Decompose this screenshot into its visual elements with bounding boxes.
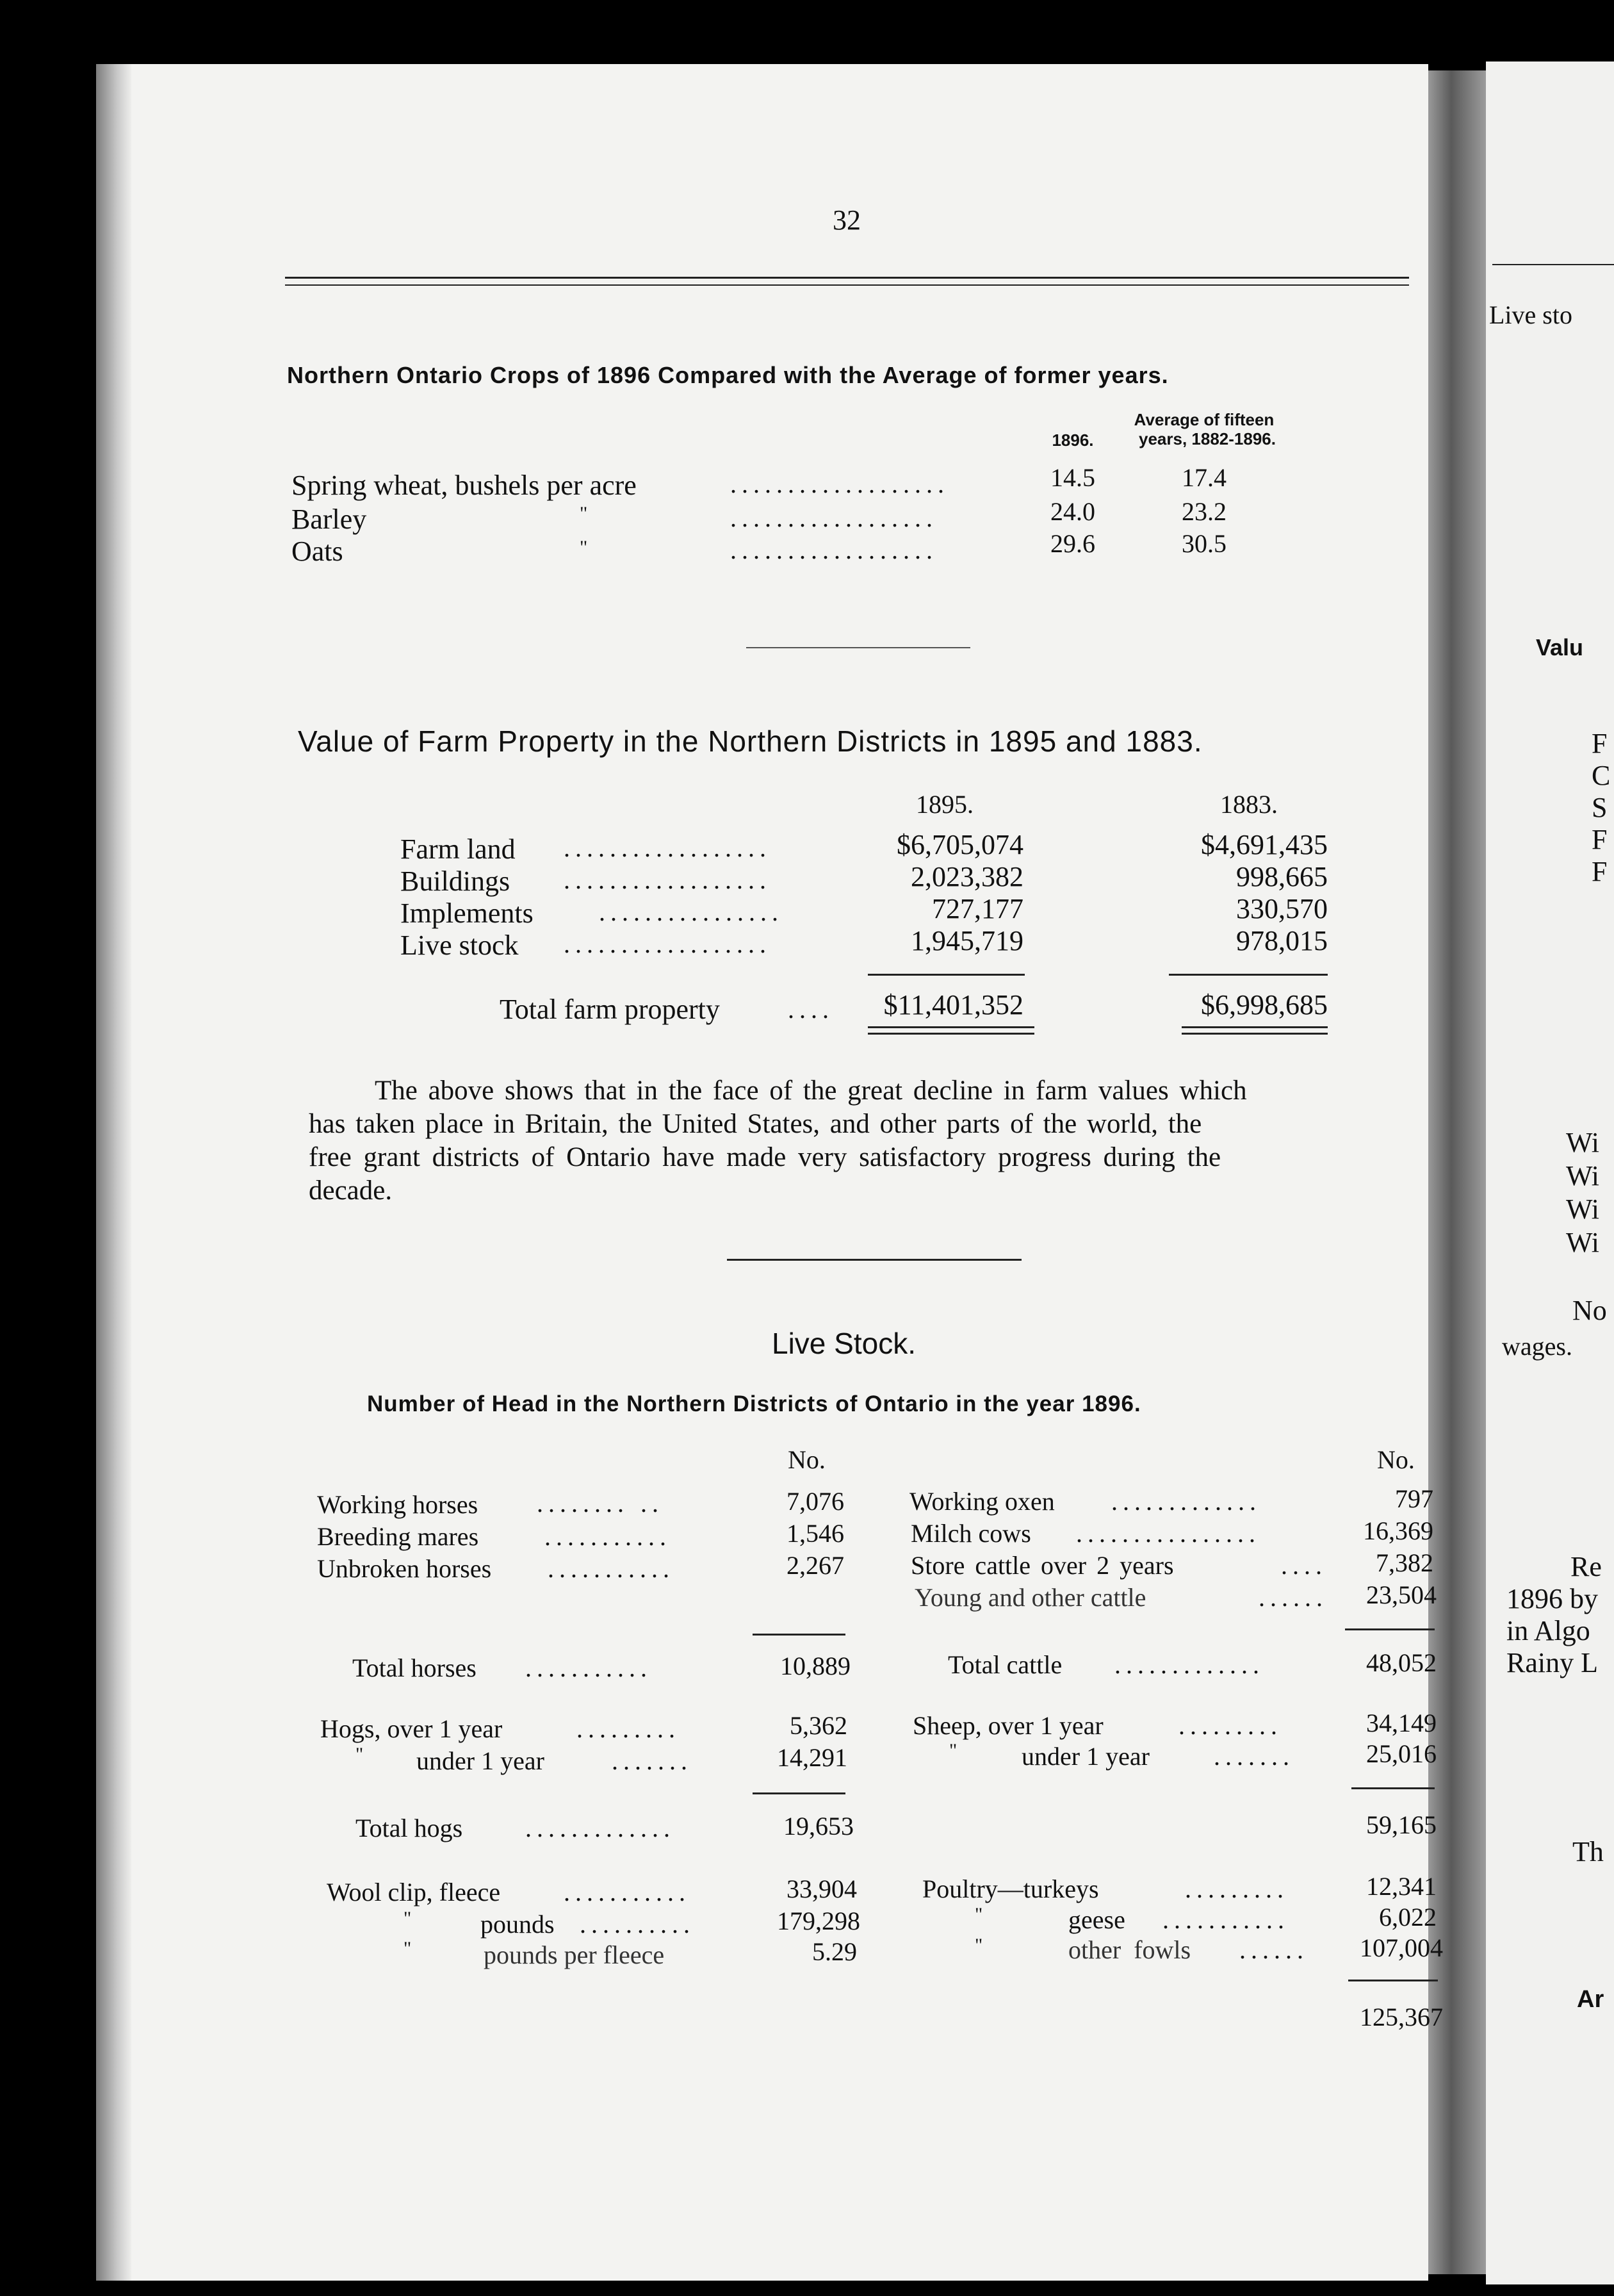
farm-row-1883: 998,665	[1236, 861, 1328, 892]
total-rule	[1182, 1026, 1328, 1028]
cattle-row-label: Store cattle over 2 years	[911, 1551, 1174, 1580]
sheep-row-label: under 1 year	[1022, 1742, 1150, 1771]
facing-text: Re	[1570, 1551, 1602, 1582]
farm-total-1895: $11,401,352	[883, 989, 1023, 1021]
farm-row-label: Implements	[400, 898, 534, 929]
leader-dots: .............	[525, 1814, 675, 1842]
leader-dots: ........ ..	[537, 1489, 664, 1518]
sum-rule	[1351, 1787, 1435, 1789]
leader-dots: .......	[1214, 1742, 1294, 1771]
farm-row-1883: 978,015	[1236, 925, 1328, 956]
wool-row-value: 33,904	[787, 1874, 857, 1903]
sheep-row-label: Sheep, over 1 year	[913, 1711, 1104, 1740]
facing-text: in Algo	[1506, 1615, 1590, 1646]
total-horses-value: 10,889	[780, 1652, 851, 1680]
horse-row-value: 7,076	[787, 1487, 844, 1516]
live-stock-subtitle: Number of Head in the Northern Districts of Ontario in the year 1896.	[367, 1391, 1141, 1416]
horse-row-label: Unbroken horses	[317, 1554, 492, 1583]
poultry-row-value: 12,341	[1366, 1872, 1437, 1901]
farm-row-1895: 2,023,382	[911, 861, 1023, 892]
leader-dots: .............	[1111, 1487, 1261, 1516]
paragraph-line: The above shows that in the face of the great decline in farm values which	[375, 1076, 1247, 1106]
farm-row-1895: $6,705,074	[897, 829, 1023, 860]
crops-row-1896: 14.5	[1050, 463, 1095, 492]
facing-text: Ar	[1577, 1986, 1604, 2013]
farm-row-1895: 727,177	[932, 893, 1023, 924]
facing-text: 1896 by	[1506, 1583, 1598, 1614]
cattle-row-label: Milch cows	[911, 1519, 1031, 1548]
leader-dots: ................	[1076, 1519, 1260, 1548]
poultry-row-value: 107,004	[1360, 1933, 1443, 1962]
poultry-row-label: geese	[1068, 1905, 1125, 1934]
leader-dots: ................	[599, 898, 783, 926]
left-no-header: No.	[788, 1445, 826, 1474]
poultry-row-value: 6,022	[1379, 1903, 1437, 1931]
farm-row-1883: 330,570	[1236, 893, 1328, 924]
crops-row-avg: 23.2	[1182, 497, 1227, 526]
ditto-mark: "	[580, 503, 588, 524]
total-rule	[1182, 1033, 1328, 1035]
total-poultry-value: 125,367	[1360, 2003, 1443, 2031]
farm-total-1883: $6,998,685	[1201, 989, 1328, 1021]
ditto-mark: "	[975, 1935, 983, 1956]
paragraph-line: decade.	[309, 1176, 393, 1206]
leader-dots: ..................	[564, 833, 771, 862]
farm-property-title: Value of Farm Property in the Northern Districts in 1895 and 1883.	[298, 725, 1203, 758]
farm-row-label: Farm land	[400, 833, 516, 865]
ditto-mark: "	[355, 1744, 364, 1765]
farm-row-label: Live stock	[400, 930, 519, 961]
facing-text: Wi	[1566, 1227, 1599, 1258]
wool-row-label: pounds per fleece	[484, 1940, 665, 1969]
total-cattle-label: Total cattle	[948, 1650, 1063, 1679]
header-rule-bottom	[285, 284, 1409, 286]
leader-dots: .........	[1178, 1711, 1282, 1740]
wool-row-value: 5.29	[812, 1937, 857, 1966]
poultry-row-label: other fowls	[1068, 1935, 1191, 1964]
paragraph-line: free grant districts of Ontario have made very satisfactory progress during the	[309, 1142, 1221, 1172]
farm-col2-header: 1883.	[1220, 790, 1278, 819]
hog-row-value: 14,291	[777, 1743, 847, 1772]
facing-text: Rainy L	[1506, 1647, 1598, 1678]
ditto-mark: "	[403, 1908, 412, 1929]
facing-text: No	[1572, 1295, 1607, 1326]
crops-row-label: Oats	[291, 536, 343, 567]
wool-row-label: Wool clip, fleece	[327, 1878, 501, 1906]
facing-text: Th	[1572, 1836, 1604, 1867]
crops-row-label: Spring wheat, bushels per acre	[291, 470, 637, 501]
header-rule-top	[285, 277, 1409, 279]
horse-row-label: Breeding mares	[317, 1522, 479, 1551]
page-number: 32	[833, 204, 861, 236]
leader-dots: ......	[1259, 1583, 1328, 1612]
leader-dots: ..................	[730, 536, 938, 564]
facing-text: C	[1592, 760, 1611, 791]
ditto-mark: "	[949, 1740, 958, 1761]
leader-dots: .......	[612, 1746, 692, 1775]
crops-col2-header-line1: Average of fifteen	[1134, 410, 1275, 429]
sheep-row-value: 34,149	[1366, 1709, 1437, 1737]
leader-dots: ...........	[1162, 1905, 1289, 1934]
hog-row-value: 5,362	[790, 1711, 847, 1740]
facing-text: Wi	[1566, 1127, 1599, 1158]
wool-row-label: pounds	[480, 1910, 555, 1939]
total-rule	[868, 1026, 1034, 1028]
leader-dots: ...................	[730, 470, 949, 498]
leader-dots: ..................	[564, 930, 771, 958]
facing-text: F	[1592, 856, 1608, 887]
paragraph-line: has taken place in Britain, the United States, and other parts of the world, the	[309, 1109, 1202, 1139]
farm-col1-header: 1895.	[916, 790, 974, 819]
facing-text: Valu	[1536, 634, 1584, 660]
sheep-row-value: 25,016	[1366, 1739, 1437, 1768]
leader-dots: ..................	[730, 504, 938, 532]
leader-dots: ...........	[525, 1653, 652, 1682]
cattle-row-value: 16,369	[1363, 1516, 1433, 1545]
total-cattle-value: 48,052	[1366, 1648, 1437, 1677]
leader-dots: ...........	[564, 1878, 690, 1906]
poultry-row-label: Poultry—turkeys	[922, 1874, 1099, 1903]
facing-text: Wi	[1566, 1193, 1599, 1225]
sum-rule	[868, 974, 1025, 976]
leader-dots: ...........	[544, 1522, 671, 1551]
total-rule	[868, 1033, 1034, 1035]
sum-rule	[1169, 974, 1328, 976]
cattle-row-value: 797	[1395, 1484, 1433, 1513]
facing-rule	[1492, 264, 1614, 265]
leader-dots: .........	[1185, 1874, 1289, 1903]
farm-row-label: Buildings	[400, 865, 510, 897]
horse-row-value: 1,546	[787, 1519, 844, 1548]
total-sheep-value: 59,165	[1366, 1810, 1437, 1839]
crops-col2-header-line2: years, 1882-1896.	[1139, 429, 1276, 448]
leader-dots: ....	[788, 995, 834, 1024]
leader-dots: ..........	[580, 1910, 695, 1939]
leader-dots: ..................	[564, 865, 771, 894]
cattle-row-value: 23,504	[1366, 1580, 1437, 1609]
crops-row-avg: 30.5	[1182, 529, 1227, 558]
sum-rule	[1345, 1628, 1435, 1630]
crops-row-1896: 29.6	[1050, 529, 1095, 558]
live-stock-title: Live Stock.	[772, 1327, 916, 1360]
crops-title: Northern Ontario Crops of 1896 Compared with the Average of former years.	[287, 362, 1169, 388]
right-no-header: No.	[1377, 1445, 1415, 1474]
wool-row-value: 179,298	[777, 1906, 860, 1935]
sum-rule	[1348, 1980, 1438, 1981]
cattle-row-label: Young and other cattle	[915, 1583, 1146, 1612]
sum-rule	[753, 1634, 845, 1636]
crops-row-label: Barley	[291, 504, 367, 535]
farm-row-1883: $4,691,435	[1201, 829, 1328, 860]
cattle-row-value: 7,382	[1376, 1548, 1433, 1577]
facing-text: F	[1592, 728, 1608, 759]
cattle-row-label: Working oxen	[909, 1487, 1055, 1516]
facing-text: S	[1592, 792, 1608, 823]
hog-row-label: Hogs, over 1 year	[320, 1714, 503, 1743]
leader-dots: ...........	[548, 1554, 674, 1583]
facing-text: F	[1592, 824, 1608, 855]
farm-total-label: Total farm property	[500, 994, 720, 1025]
crops-row-1896: 24.0	[1050, 497, 1095, 526]
leader-dots: ....	[1281, 1551, 1327, 1580]
leader-dots: .........	[576, 1714, 680, 1743]
crops-col1-header: 1896.	[1052, 430, 1094, 450]
facing-text: Live sto	[1489, 300, 1572, 329]
leader-dots: ......	[1239, 1935, 1308, 1964]
total-hogs-label: Total hogs	[355, 1814, 463, 1842]
ditto-mark: "	[403, 1938, 412, 1959]
total-hogs-value: 19,653	[783, 1812, 854, 1841]
page-edge-shadow	[96, 64, 131, 2281]
crops-row-avg: 17.4	[1182, 463, 1227, 492]
ditto-mark: "	[975, 1904, 983, 1925]
divider-rule	[727, 1259, 1022, 1261]
facing-text: wages.	[1502, 1332, 1572, 1361]
total-horses-label: Total horses	[352, 1653, 477, 1682]
horse-row-label: Working horses	[317, 1490, 478, 1519]
horse-row-value: 2,267	[787, 1551, 844, 1580]
sum-rule	[753, 1792, 845, 1794]
divider-rule	[746, 647, 970, 648]
ditto-mark: "	[580, 537, 588, 558]
facing-text: Wi	[1566, 1160, 1599, 1192]
hog-row-label: under 1 year	[416, 1746, 544, 1775]
farm-row-1895: 1,945,719	[911, 925, 1023, 956]
leader-dots: .............	[1114, 1650, 1264, 1679]
